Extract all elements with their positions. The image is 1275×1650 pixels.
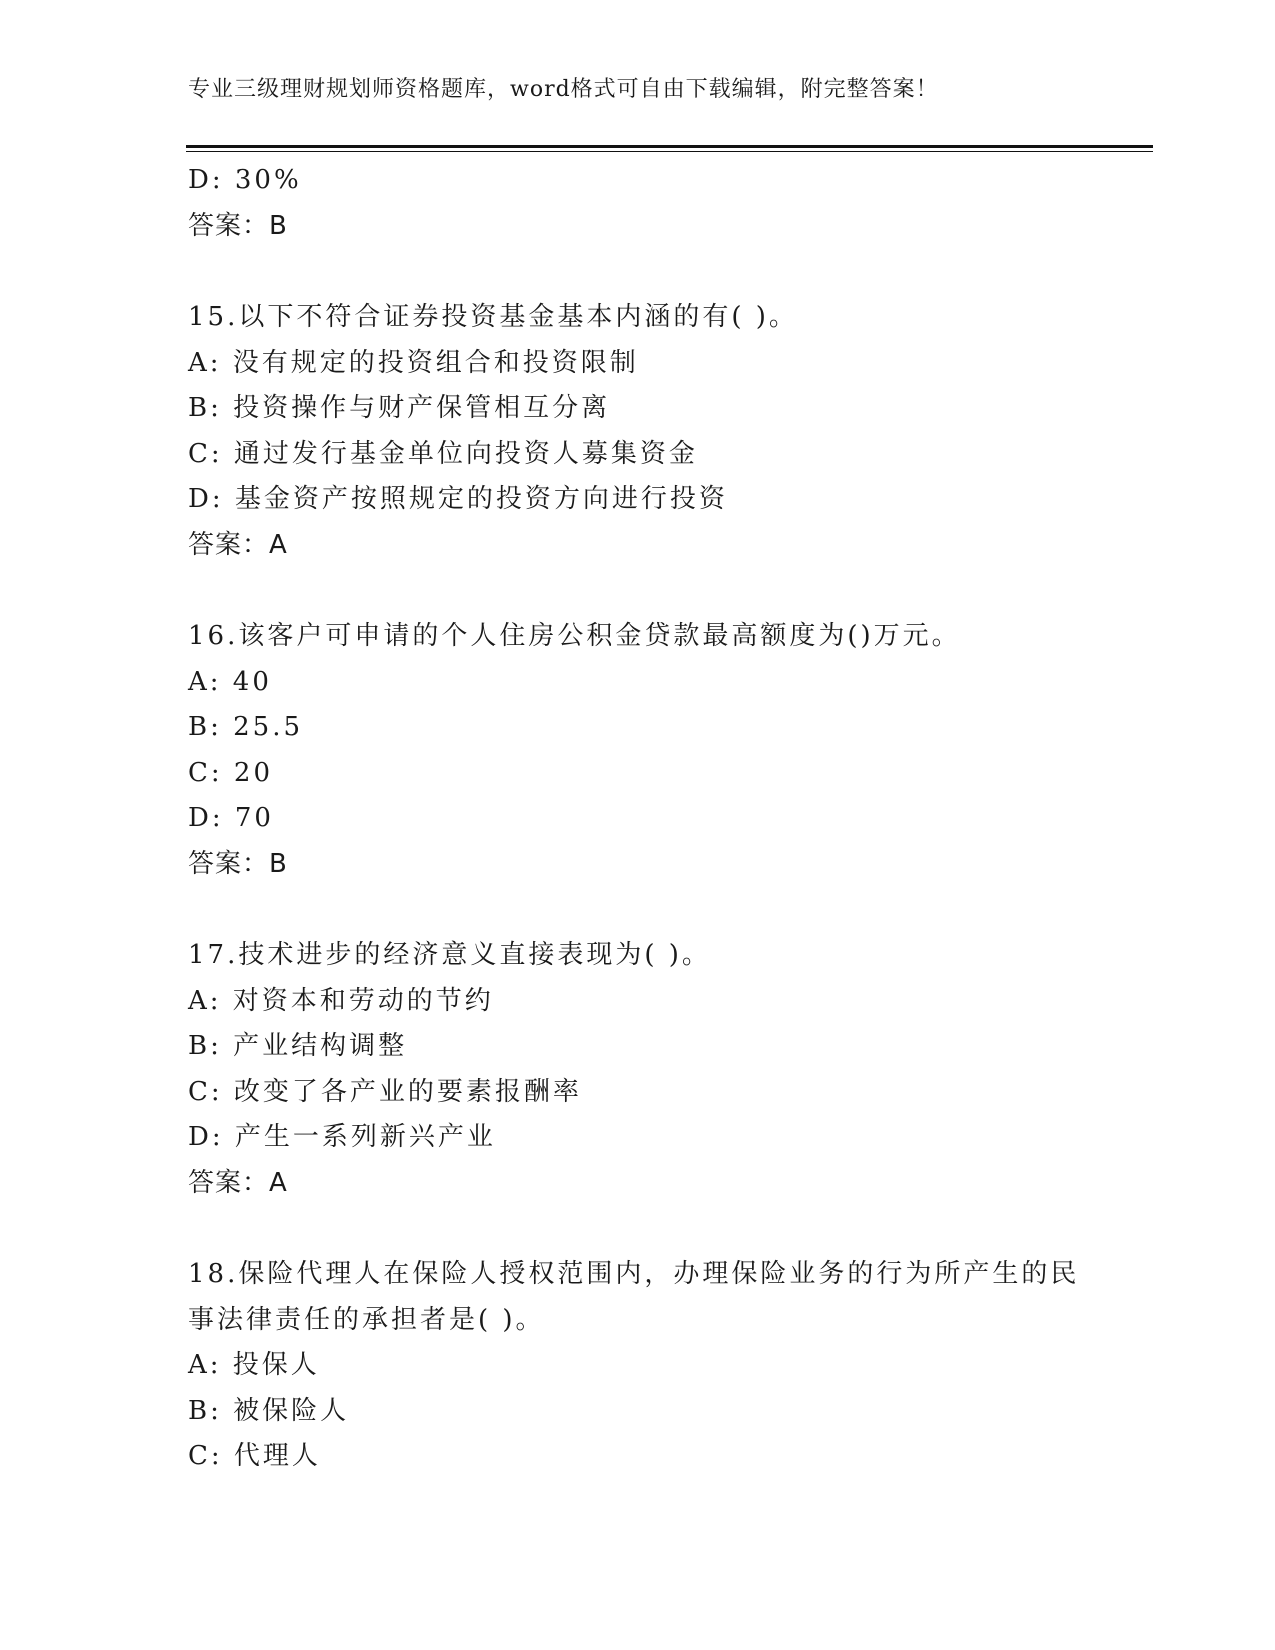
header-rule-thick bbox=[186, 145, 1153, 148]
page-header: 专业三级理财规划师资格题库，word格式可自由下载编辑，附完整答案！ bbox=[188, 77, 939, 102]
option-line: B: 产业结构调整 bbox=[188, 1031, 408, 1061]
option-line: D: 70 bbox=[188, 803, 274, 833]
spacer bbox=[188, 568, 1108, 614]
option-line: C: 代理人 bbox=[188, 1441, 321, 1471]
option-line: D: 基金资产按照规定的投资方向进行投资 bbox=[188, 484, 728, 514]
question-stem: 18.保险代理人在保险人授权范围内，办理保险业务的行为所产生的民 bbox=[188, 1259, 1080, 1289]
option-line: B: 被保险人 bbox=[188, 1395, 350, 1426]
answer-line: 答案：B bbox=[188, 848, 288, 879]
question-block bbox=[188, 1252, 1108, 1480]
option-line: C: 通过发行基金单位向投资人募集资金 bbox=[188, 438, 698, 469]
question-block bbox=[188, 933, 1108, 1206]
option-line: A: 没有规定的投资组合和投资限制 bbox=[188, 347, 639, 378]
question-stem: 15.以下不符合证券投资基金基本内涵的有( )。 bbox=[188, 302, 798, 332]
option-line: D: 产生一系列新兴产业 bbox=[188, 1122, 496, 1152]
question-block bbox=[188, 295, 1108, 568]
question-block bbox=[188, 614, 1108, 887]
spacer bbox=[188, 249, 1108, 295]
option-line: C: 改变了各产业的要素报酬率 bbox=[188, 1076, 582, 1107]
option-line: A: 投保人 bbox=[188, 1350, 320, 1380]
question-stem-continued: 事法律责任的承担者是( )。 bbox=[188, 1304, 545, 1335]
question-stem: 17.技术进步的经济意义直接表现为( )。 bbox=[188, 940, 711, 970]
option-line: B: 投资操作与财产保管相互分离 bbox=[188, 393, 611, 423]
answer-line: 答案：B bbox=[188, 210, 288, 241]
question-stem: 16.该客户可申请的个人住房公积金贷款最高额度为()万元。 bbox=[188, 621, 961, 651]
option-line: C: 20 bbox=[188, 757, 274, 788]
option-line: B: 25.5 bbox=[188, 712, 304, 742]
document-body bbox=[188, 158, 1108, 1480]
option-line: A: 40 bbox=[188, 666, 272, 697]
spacer bbox=[188, 887, 1108, 933]
option-line: A: 对资本和劳动的节约 bbox=[188, 985, 494, 1016]
answer-line: 答案：A bbox=[188, 1167, 288, 1198]
option-line: D: 30% bbox=[188, 165, 302, 195]
header-rule-thin bbox=[186, 151, 1153, 152]
answer-line: 答案：A bbox=[188, 529, 288, 560]
spacer bbox=[188, 1206, 1108, 1252]
